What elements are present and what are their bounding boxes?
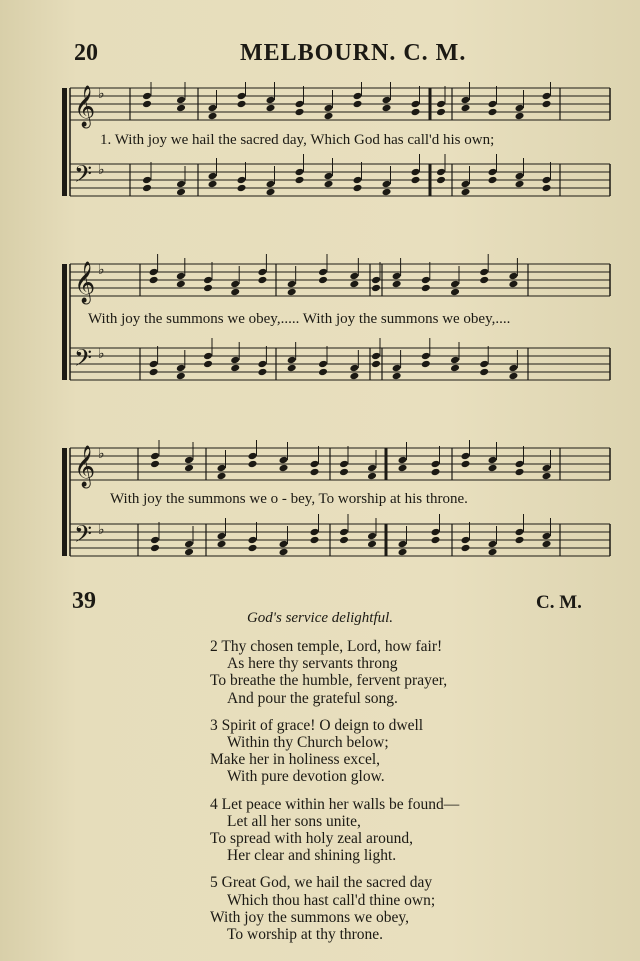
verse-line: As here thy servants throng — [227, 655, 398, 673]
verse-line: With joy the summons we obey, — [210, 908, 409, 926]
verse-line: To worship at thy throne. — [227, 926, 384, 944]
verse-line: To breathe the humble, fervent prayer, — [210, 672, 448, 690]
verse-line: Which thou hast call'd thine own; — [227, 891, 436, 909]
hymn-number: 39 — [72, 588, 96, 614]
verse-5 — [210, 874, 459, 943]
verse-line: Her clear and shining light. — [227, 847, 397, 865]
verse-line: Make her in holiness excel, — [210, 751, 381, 769]
svg-text:𝄢: 𝄢 — [74, 344, 93, 377]
verse-line: To spread with holy zeal around, — [210, 830, 413, 848]
lyric-line-3: With joy the summons we o - bey, To worship at his throne. — [110, 491, 468, 507]
svg-text:♭: ♭ — [98, 446, 105, 462]
svg-text:♭: ♭ — [98, 86, 105, 102]
verse-line: 5 Great God, we hail the sacred day — [210, 874, 433, 892]
svg-text:♭: ♭ — [98, 262, 105, 278]
svg-text:𝄢: 𝄢 — [74, 160, 93, 193]
svg-text:♭: ♭ — [98, 346, 105, 362]
svg-text:𝄢: 𝄢 — [74, 520, 93, 553]
tune-title: MELBOURN. C. M. — [240, 40, 467, 66]
verse-4 — [210, 796, 459, 865]
verse-3 — [210, 717, 459, 786]
lyric-line-1: 1. With joy we hail the sacred day, Which God has call'd his own; — [100, 132, 495, 148]
svg-text:𝄞: 𝄞 — [74, 262, 96, 303]
svg-text:𝄞: 𝄞 — [74, 86, 96, 127]
lyric-line-2: With joy the summons we obey,..... With joy the summons we obey,.... — [88, 311, 511, 327]
verse-line: With pure devotion glow. — [227, 768, 385, 786]
hymn-meter: C. M. — [536, 592, 582, 613]
hymn-verses — [210, 638, 459, 953]
page-number: 20 — [74, 40, 98, 66]
svg-text:♭: ♭ — [98, 522, 105, 538]
svg-text:♭: ♭ — [98, 162, 105, 178]
verse-line: 3 Spirit of grace! O deign to dwell — [210, 716, 424, 734]
verse-line: 4 Let peace within her walls be found— — [210, 795, 460, 813]
hymn-subtitle: God's service delightful. — [246, 610, 394, 626]
verse-line: Within thy Church below; — [227, 734, 389, 752]
verse-line: And pour the grateful song. — [227, 689, 398, 707]
verse-2 — [210, 638, 459, 707]
verse-line: Let all her sons unite, — [227, 812, 361, 830]
verse-line: 2 Thy chosen temple, Lord, how fair! — [210, 638, 443, 655]
svg-text:𝄞: 𝄞 — [74, 446, 96, 487]
